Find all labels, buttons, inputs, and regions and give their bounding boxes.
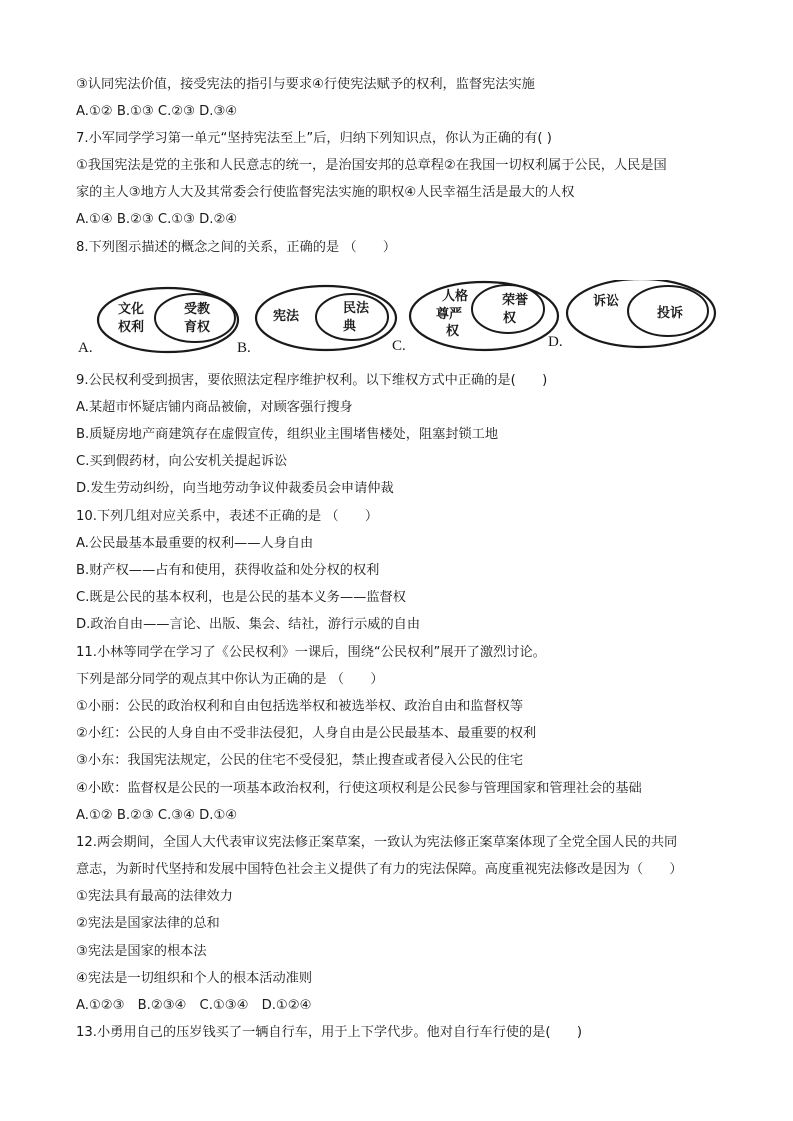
q11-stem-line-1: 11.小林等同学在学习了《公民权利》一课后，围绕“公民权利”展开了激烈讨论。 bbox=[76, 645, 546, 660]
q10-stem: 10.下列几组对应关系中，表述不正确的是 （ ） bbox=[76, 509, 379, 524]
diagram-b bbox=[237, 286, 396, 356]
diagram-b-inner-2: 典 bbox=[343, 319, 357, 334]
diagram-d bbox=[548, 280, 715, 350]
q9-option-a: A.某超市怀疑店铺内商品被偷，对顾客强行搜身 bbox=[76, 400, 353, 415]
q8-diagrams bbox=[76, 280, 726, 365]
diagram-a-letter: A. bbox=[78, 340, 93, 356]
q12-stem-line-1: 12.两会期间，全国人大代表审议宪法修正案草案，一致认为宪法修正案草案体现了全党全国人民的共同 bbox=[76, 835, 678, 850]
q7-options-line-2: 家的主人③地方人大及其常委会行使监督宪法实施的职权④人民幸福生活是最大的人权 bbox=[76, 185, 575, 200]
q7-answer-choices: A.①④ B.②③ C.①③ D.②④ bbox=[76, 212, 238, 227]
q12-statement-1: ①宪法具有最高的法律效力 bbox=[76, 889, 233, 904]
q8-stem: 8.下列图示描述的概念之间的关系，正确的是 （ ） bbox=[76, 240, 397, 255]
q12-statement-4: ④宪法是一切组织和个人的根本活动准则 bbox=[76, 971, 313, 986]
diagram-c-outer-1: 人格 bbox=[442, 289, 469, 304]
q6-option-line: ③认同宪法价值，接受宪法的指引与要求④行使宪法赋予的权利，监督宪法实施 bbox=[76, 77, 535, 92]
q9-option-c: C.买到假药材，向公安机关提起诉讼 bbox=[76, 454, 288, 469]
q13-stem: 13.小勇用自己的压岁钱买了一辆自行车，用于上下学代步。他对自行车行使的是( ) bbox=[76, 1025, 583, 1040]
diagram-a-inner-2: 育权 bbox=[184, 320, 211, 335]
diagram-b-inner-1: 民法 bbox=[343, 301, 370, 316]
q6-answer-choices: A.①② B.①③ C.②③ D.③④ bbox=[76, 104, 238, 119]
q12-answer-choices: A.①②③ B.②③④ C.①③④ D.①②④ bbox=[76, 998, 312, 1013]
q10-option-d: D.政治自由——言论、出版、集会、结社，游行示威的自由 bbox=[76, 617, 421, 632]
diagram-a-outer-1: 文化 bbox=[118, 302, 145, 317]
diagram-c-inner-1: 荣誉 bbox=[502, 293, 529, 308]
diagram-b-letter: B. bbox=[237, 340, 251, 356]
q9-stem: 9.公民权利受到损害，要依照法定程序维护权利。以下维权方式中正确的是( ) bbox=[76, 373, 548, 388]
q11-statement-4: ④小欧：监督权是公民的一项基本政治权利，行使这项权利是公民参与管理国家和管理社会的基础 bbox=[76, 781, 642, 796]
q7-options-line-1: ①我国宪法是党的主张和人民意志的统一，是治国安邦的总章程②在我国一切权利属于公民，人民是国 bbox=[76, 158, 667, 173]
q10-option-c: C.既是公民的基本权利，也是公民的基本义务——监督权 bbox=[76, 590, 406, 605]
diagram-c bbox=[392, 282, 558, 354]
q10-option-b: B.财产权——占有和使用，获得收益和处分权的权利 bbox=[76, 563, 380, 578]
q9-option-d: D.发生劳动纠纷，向当地劳动争议仲裁委员会申请仲裁 bbox=[76, 481, 394, 496]
diagram-a-outer-2: 权利 bbox=[118, 320, 145, 335]
diagram-d-inner-1: 投诉 bbox=[657, 306, 684, 321]
q11-stem-line-2: 下列是部分同学的观点其中你认为正确的是 （ ） bbox=[76, 672, 384, 687]
q11-answer-choices: A.①② B.②③ C.③④ D.①④ bbox=[76, 808, 238, 823]
diagram-c-letter: C. bbox=[392, 338, 406, 354]
diagram-d-letter: D. bbox=[548, 334, 563, 350]
diagram-a bbox=[78, 288, 238, 356]
q11-statement-1: ①小丽：公民的政治权利和自由包括选举权和被选举权、政治自由和监督权等 bbox=[76, 699, 524, 714]
q10-option-a: A.公民最基本最重要的权利——人身自由 bbox=[76, 536, 314, 551]
q11-statement-3: ③小东：我国宪法规定，公民的住宅不受侵犯，禁止搜查或者侵入公民的住宅 bbox=[76, 753, 524, 768]
q7-stem: 7.小军同学学习第一单元“坚持宪法至上”后，归纳下列知识点，你认为正确的有( ) bbox=[76, 131, 552, 146]
q12-statement-2: ②宪法是国家法律的总和 bbox=[76, 916, 220, 931]
q12-statement-3: ③宪法是国家的根本法 bbox=[76, 944, 207, 959]
diagram-a-inner-1: 受教 bbox=[184, 302, 211, 317]
q11-statement-2: ②小红：公民的人身自由不受非法侵犯，人身自由是公民最基本、最重要的权利 bbox=[76, 726, 537, 741]
q9-option-b: B.质疑房地产商建筑存在虚假宣传，组织业主围堵售楼处，阻塞封锁工地 bbox=[76, 427, 499, 442]
diagram-c-inner-2: 权 bbox=[503, 311, 517, 326]
diagram-c-outer-2: 尊严 bbox=[436, 307, 463, 322]
q12-stem-line-2: 意志，为新时代坚持和发展中国特色社会主义提供了有力的宪法保障。高度重视宪法修改是因为（ ） bbox=[76, 862, 683, 877]
diagram-b-outer-1: 宪法 bbox=[273, 309, 300, 324]
diagram-d-outer-1: 诉讼 bbox=[593, 294, 620, 309]
diagram-c-outer-3: 权 bbox=[446, 324, 460, 339]
